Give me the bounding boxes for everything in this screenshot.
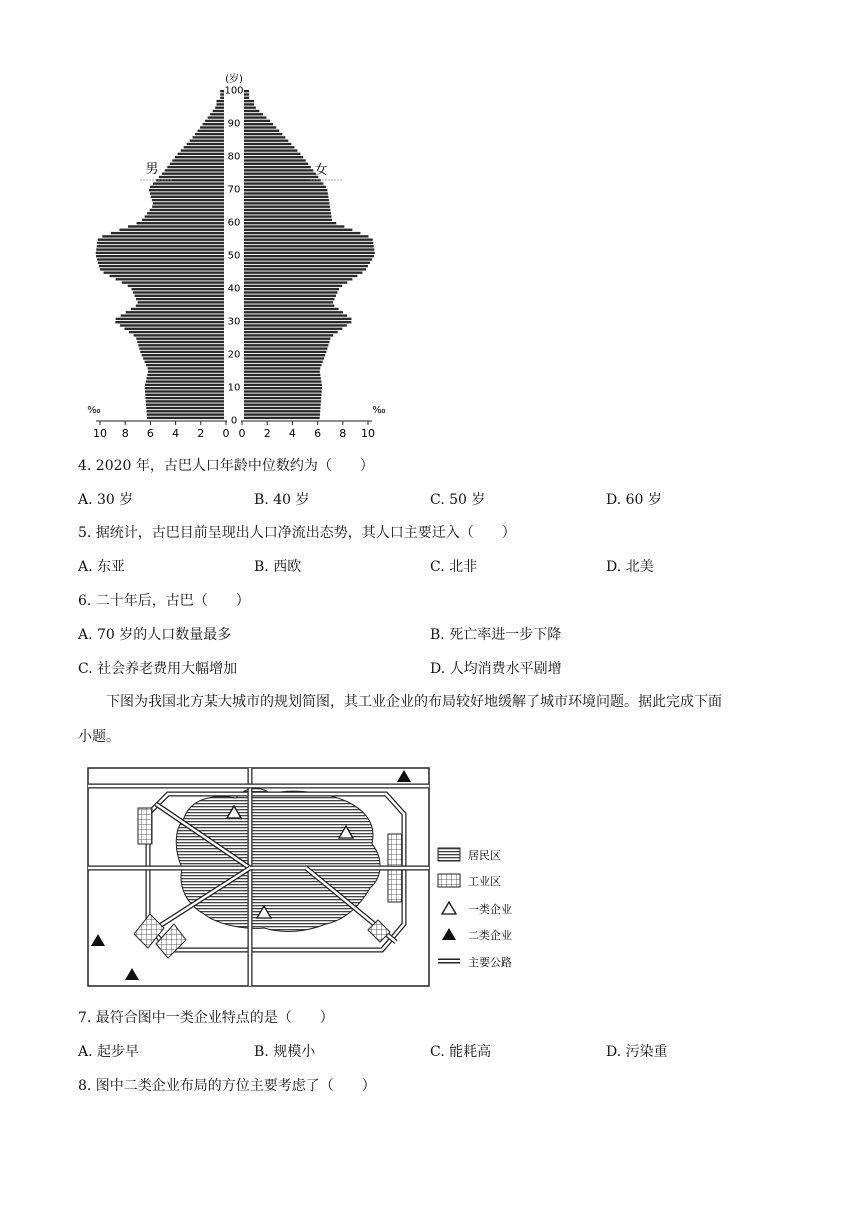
left-axis-tick-label: 2 <box>197 427 205 440</box>
female-bar <box>244 232 360 234</box>
q6-option-c[interactable]: C. 社会养老费用大幅增加 <box>78 661 238 677</box>
age-tick-label: 100 <box>224 85 244 97</box>
female-bar <box>244 229 352 231</box>
female-bar <box>244 242 373 244</box>
q8-stem: 8. 图中二类企业布局的方位主要考虑了（ ） <box>78 1078 376 1094</box>
female-bar <box>244 133 282 135</box>
female-bar <box>244 199 329 201</box>
female-bar <box>244 149 297 151</box>
female-bar <box>244 202 329 204</box>
male-bar <box>178 153 224 155</box>
age-tick-label: 60 <box>227 217 241 229</box>
male-bar <box>145 394 224 396</box>
female-bar <box>244 298 334 300</box>
female-bar <box>244 301 333 303</box>
female-bar <box>244 344 328 346</box>
male-bar <box>203 123 224 125</box>
female-bar <box>244 311 343 313</box>
left-axis-tick-label: 0 <box>222 427 230 440</box>
male-bar <box>205 120 224 122</box>
male-bar <box>100 268 224 270</box>
q5-stem: 5. 据统计，古巴目前呈现出人口净流出态势，其人口主要迁入（ ） <box>78 525 516 541</box>
female-bar <box>244 206 330 208</box>
female-bar <box>244 235 368 237</box>
permille-right-label: ‰ <box>372 405 386 416</box>
q5-option-d[interactable]: D. 北美 <box>606 559 654 575</box>
female-bar <box>244 189 327 191</box>
female-bar <box>244 351 326 353</box>
female-bar <box>244 258 372 260</box>
male-bar <box>145 361 224 363</box>
female-bar <box>244 288 339 290</box>
legend-type1-icon <box>442 902 456 914</box>
female-bar <box>244 136 285 138</box>
age-tick-label: 30 <box>227 316 241 328</box>
male-bar <box>145 215 224 217</box>
male-bar <box>216 103 224 105</box>
left-axis-tick-label: 8 <box>121 427 129 440</box>
city-planning-map <box>86 764 532 990</box>
female-bar <box>244 166 311 168</box>
male-bar <box>139 347 224 349</box>
female-bar <box>244 321 351 323</box>
male-bar <box>97 258 224 260</box>
male-bar <box>97 245 224 247</box>
female-bar <box>244 295 336 297</box>
legend-residential: 居民区 <box>468 849 501 862</box>
male-bar <box>148 367 224 369</box>
female-bar <box>244 163 308 165</box>
female-bar <box>244 397 321 399</box>
right-axis-tick-label: 10 <box>361 427 375 440</box>
female-bar <box>244 291 337 293</box>
male-bar <box>198 130 224 132</box>
male-bar <box>146 400 224 402</box>
female-bar <box>244 354 325 356</box>
female-bar <box>244 212 331 214</box>
female-bar <box>244 176 318 178</box>
female-bar <box>244 361 323 363</box>
male-bar <box>213 110 224 112</box>
female-bar <box>244 275 357 277</box>
female-bar <box>244 215 331 217</box>
male-bar <box>132 288 224 290</box>
male-bar <box>98 239 224 241</box>
male-bar <box>137 341 224 343</box>
legend-road: 主要公路 <box>468 956 512 969</box>
female-bar <box>244 186 326 188</box>
right-axis-tick-label: 4 <box>288 427 296 440</box>
male-bar <box>134 334 224 336</box>
male-bar <box>147 413 224 415</box>
male-bar <box>167 166 224 168</box>
female-bar <box>244 169 313 171</box>
male-bar <box>152 206 224 208</box>
male-bar <box>146 380 224 382</box>
q4-option-b[interactable]: B. 40 岁 <box>254 492 310 508</box>
male-bar <box>96 252 224 254</box>
female-bar <box>244 410 320 412</box>
female-bar <box>244 100 254 102</box>
male-bar <box>122 281 224 283</box>
q4-option-d[interactable]: D. 60 岁 <box>606 492 662 508</box>
male-bar <box>102 235 224 237</box>
left-axis-tick-label: 10 <box>93 427 107 440</box>
male-bar <box>110 275 224 277</box>
female-bar <box>244 153 300 155</box>
male-bar <box>111 232 224 234</box>
male-bar <box>128 225 224 227</box>
right-axis-tick-label: 2 <box>263 427 271 440</box>
male-bar <box>146 404 224 406</box>
male-bar <box>147 377 224 379</box>
male-bar <box>146 397 224 399</box>
female-bar <box>244 371 320 373</box>
female-bar <box>244 146 294 148</box>
permille-left-label: ‰ <box>87 405 101 416</box>
male-bar <box>175 156 224 158</box>
q5-option-a[interactable]: A. 东亚 <box>78 559 126 575</box>
female-bar <box>244 192 328 194</box>
age-tick-label: 20 <box>227 349 241 361</box>
male-bar <box>184 146 224 148</box>
legend-industrial: 工业区 <box>468 875 501 888</box>
male-bar <box>121 314 224 316</box>
age-tick-label: 0 <box>230 415 238 427</box>
female-bar <box>244 417 320 419</box>
male-bar <box>142 219 224 221</box>
male-bar <box>150 186 224 188</box>
female-bar <box>244 126 276 128</box>
female-bar <box>244 123 273 125</box>
male-bar <box>97 242 224 244</box>
legend-type2-icon <box>442 928 456 940</box>
male-bar <box>133 291 224 293</box>
male-bar <box>136 305 224 307</box>
female-bar <box>244 314 347 316</box>
female-bar <box>244 380 321 382</box>
female-bar <box>244 413 320 415</box>
male-bar <box>131 308 224 310</box>
q7-option-c[interactable]: C. 能耗高 <box>430 1044 492 1060</box>
male-bar <box>187 143 224 145</box>
male-bar <box>151 196 224 198</box>
female-bar <box>244 308 339 310</box>
q7-stem: 7. 最符合图中一类企业特点的是（ ） <box>78 1010 334 1026</box>
female-bar <box>244 209 330 211</box>
q4-stem: 4. 2020 年，古巴人口年龄中位数约为（ ） <box>78 458 374 474</box>
intro-line-1: 下图为我国北方某大城市的规划简图，其工业企业的布局较好地缓解了城市环境问题。据此完成下面 <box>106 694 722 710</box>
female-bar <box>244 245 374 247</box>
male-bar <box>159 176 224 178</box>
male-bar <box>153 202 224 204</box>
male-bar <box>104 272 224 274</box>
male-label: 男 <box>145 162 159 177</box>
female-bar <box>244 225 344 227</box>
male-bar <box>148 371 224 373</box>
male-bar <box>220 93 224 95</box>
male-bar <box>153 182 224 184</box>
female-bar <box>244 90 249 92</box>
male-bar <box>193 136 225 138</box>
legend-type1: 一类企业 <box>468 903 512 916</box>
male-bar <box>200 126 224 128</box>
male-bar <box>98 262 224 264</box>
left-axis-tick-label: 6 <box>146 427 154 440</box>
female-bar <box>244 334 333 336</box>
male-bar <box>152 199 224 201</box>
male-bar <box>99 265 224 267</box>
male-bar <box>128 285 224 287</box>
male-bar <box>150 192 224 194</box>
female-bar <box>244 255 374 257</box>
female-bar <box>244 222 336 224</box>
female-bar <box>244 285 342 287</box>
female-bar <box>244 338 330 340</box>
female-bar <box>244 347 327 349</box>
female-bar <box>244 116 266 118</box>
population-pyramid <box>80 68 400 448</box>
male-bar <box>146 364 224 366</box>
female-bar <box>244 268 366 270</box>
male-bar <box>129 331 224 333</box>
female-bar <box>244 179 321 181</box>
male-bar <box>162 173 224 175</box>
male-bar <box>119 229 224 231</box>
female-bar <box>244 130 279 132</box>
q6-option-a[interactable]: A. 70 岁的人口数量最多 <box>78 627 232 643</box>
male-bar <box>120 324 224 326</box>
female-bar <box>244 143 291 145</box>
male-bar <box>138 301 224 303</box>
female-bar <box>244 248 374 250</box>
male-bar <box>116 278 224 280</box>
map-legend <box>438 848 512 969</box>
intro-line-2: 小题。 <box>78 729 120 745</box>
male-bar <box>156 179 224 181</box>
female-bar <box>244 384 322 386</box>
female-bar <box>244 278 352 280</box>
female-bar <box>244 394 321 396</box>
female-bar <box>244 156 303 158</box>
q6-stem: 6. 二十年后，古巴（ ） <box>78 593 250 609</box>
female-bar <box>244 265 368 267</box>
male-bar <box>190 140 224 142</box>
male-bar <box>220 97 224 99</box>
female-bar <box>244 407 320 409</box>
male-bar <box>143 357 224 359</box>
male-bar <box>147 410 224 412</box>
female-bar <box>244 219 332 221</box>
female-bar <box>244 103 254 105</box>
male-bar <box>181 149 224 151</box>
female-bar <box>244 357 324 359</box>
q4-option-c[interactable]: C. 50 岁 <box>430 492 486 508</box>
male-bar <box>145 387 224 389</box>
female-bar <box>244 400 321 402</box>
age-tick-label: 70 <box>227 184 241 196</box>
female-bar <box>244 107 256 109</box>
male-bar <box>142 354 224 356</box>
female-bar <box>244 173 316 175</box>
q4-option-a[interactable]: A. 30 岁 <box>78 492 134 508</box>
q5-option-b[interactable]: B. 西欧 <box>254 559 302 575</box>
male-bar <box>116 318 224 320</box>
q6-option-b[interactable]: B. 死亡率进一步下降 <box>430 627 562 643</box>
female-bar <box>244 281 347 283</box>
male-bar <box>137 222 224 224</box>
female-bar <box>244 272 362 274</box>
male-bar <box>138 344 224 346</box>
right-axis-tick-label: 0 <box>238 427 246 440</box>
female-bar <box>244 404 321 406</box>
female-bar <box>244 140 288 142</box>
male-bar <box>220 90 224 92</box>
male-bar <box>124 328 224 330</box>
age-tick-label: 40 <box>227 283 241 295</box>
q6-option-d[interactable]: D. 人均消费水平剧增 <box>430 661 562 677</box>
q7-option-b[interactable]: B. 规模小 <box>254 1044 316 1060</box>
female-bar <box>244 324 347 326</box>
male-bar <box>216 100 224 102</box>
female-bar <box>244 262 370 264</box>
male-bar <box>170 163 224 165</box>
male-bar <box>135 295 224 297</box>
female-bar <box>244 377 321 379</box>
male-bar <box>145 384 224 386</box>
female-bar <box>244 387 322 389</box>
male-bar <box>150 209 224 211</box>
right-axis-tick-label: 8 <box>339 427 347 440</box>
female-bar <box>244 110 259 112</box>
female-bar <box>244 318 351 320</box>
male-bar <box>96 248 224 250</box>
male-bar <box>195 133 224 135</box>
age-tick-label: 10 <box>227 382 241 394</box>
female-bar <box>244 120 270 122</box>
female-bar <box>244 341 329 343</box>
male-bar <box>147 417 224 419</box>
male-bar <box>172 159 224 161</box>
male-bar <box>208 116 224 118</box>
right-axis-tick-label: 6 <box>314 427 322 440</box>
female-bar <box>244 328 342 330</box>
female-bar <box>244 305 334 307</box>
female-bar <box>244 374 320 376</box>
female-bar <box>244 364 321 366</box>
age-tick-label: 90 <box>227 118 241 130</box>
left-axis-tick-label: 4 <box>172 427 180 440</box>
male-bar <box>146 407 224 409</box>
female-label: 女 <box>314 163 328 178</box>
male-bar <box>210 113 224 115</box>
female-bar <box>244 93 249 95</box>
male-bar <box>149 189 224 191</box>
male-bar <box>147 212 224 214</box>
male-bar <box>136 338 224 340</box>
male-bar <box>126 311 224 313</box>
male-bar <box>215 107 224 109</box>
female-bar <box>244 196 328 198</box>
male-bar <box>96 255 224 257</box>
male-bar <box>136 298 224 300</box>
male-bar <box>145 390 224 392</box>
age-tick-label: 50 <box>227 250 241 262</box>
male-bar <box>115 321 224 323</box>
residential-area <box>176 788 380 931</box>
female-bar <box>244 331 338 333</box>
female-bar <box>244 367 320 369</box>
age-unit-label: (岁) <box>225 74 243 85</box>
female-bar <box>244 113 263 115</box>
female-bar <box>244 390 322 392</box>
male-bar <box>140 351 224 353</box>
female-bar <box>244 182 323 184</box>
age-tick-label: 80 <box>227 151 241 163</box>
q5-option-c[interactable]: C. 北非 <box>430 559 478 575</box>
male-bar <box>147 374 224 376</box>
male-bar <box>165 169 224 171</box>
female-bar <box>244 159 306 161</box>
q7-option-a[interactable]: A. 起步早 <box>78 1044 140 1060</box>
q7-option-d[interactable]: D. 污染重 <box>606 1044 668 1060</box>
female-bar <box>244 97 249 99</box>
female-bar <box>244 252 375 254</box>
legend-type2: 二类企业 <box>468 929 512 942</box>
female-bar <box>244 239 373 241</box>
